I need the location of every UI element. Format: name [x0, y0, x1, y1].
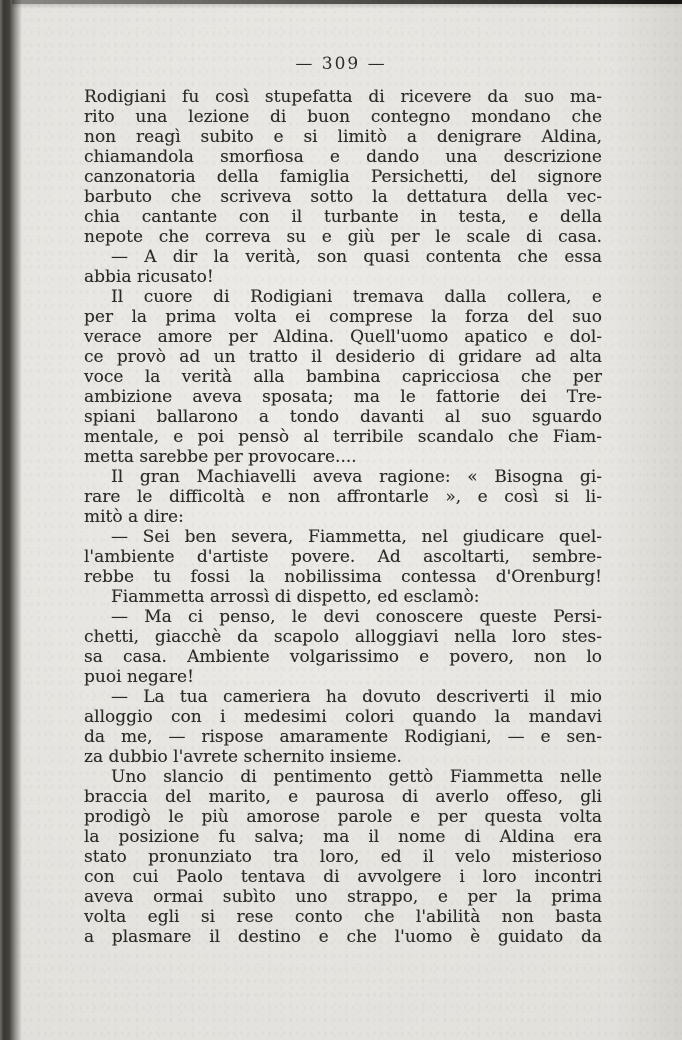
text-line: — Sei ben severa, Fiammetta, nel giudicare quel- [111, 527, 602, 547]
text-line: con cui Paolo tentava di avvolgere i loro incontri [84, 867, 602, 887]
text-block [84, 87, 602, 947]
text-line: metta sarebbe per provocare.... [84, 447, 357, 467]
text-line: chiamandola smorfiosa e dando una descrizione [84, 147, 602, 167]
text-line: — A dir la verità, son quasi contenta che essa [111, 247, 602, 267]
scan-top-edge [12, 0, 682, 4]
text-line: Rodigiani fu così stupefatta di ricevere da suo ma- [84, 87, 602, 107]
text-line: Uno slancio di pentimento gettò Fiammetta nelle [111, 767, 602, 787]
text-line: a plasmare il destino e che l'uomo è guidato da [84, 927, 602, 947]
text-line: alloggio con i medesimi colori quando la mandavi [84, 707, 602, 727]
text-line: rebbe tu fossi la nobilissima contessa d'Orenburg! [84, 567, 602, 587]
text-line: abbia ricusato! [84, 267, 214, 287]
text-line: da me, — rispose amaramente Rodigiani, — e sen- [84, 727, 602, 747]
text-line: puoi negare! [84, 667, 194, 687]
text-line: Il cuore di Rodigiani tremava dalla collera, e [111, 287, 602, 307]
text-line: Il gran Machiavelli aveva ragione: « Bisogna gi- [111, 467, 602, 487]
text-line: aveva ormai subìto uno strappo, e per la prima [84, 887, 602, 907]
text-line: sa casa. Ambiente volgarissimo e povero, non lo [84, 647, 602, 667]
text-line: l'ambiente d'artiste povere. Ad ascoltarti, sembre- [84, 547, 602, 567]
text-line: voce la verità alla bambina capricciosa che per [84, 367, 602, 387]
text-line: braccia del marito, e paurosa di averlo offeso, gli [84, 787, 602, 807]
text-line: ambizione aveva sposata; ma le fattorie dei Tre- [84, 387, 602, 407]
scan-left-edge [0, 0, 22, 1040]
text-line: canzonatoria della famiglia Persichetti, del signore [84, 167, 602, 187]
text-line: mitò a dire: [84, 507, 184, 527]
text-line: Fiammetta arrossì di dispetto, ed esclamò: [111, 587, 480, 607]
text-line: prodigò le più amorose parole e per questa volta [84, 807, 602, 827]
text-line: barbuto che scriveva sotto la dettatura della vec- [84, 187, 602, 207]
text-line: mentale, e poi pensò al terribile scandalo che Fiam- [84, 427, 602, 447]
text-line: rito una lezione di buon contegno mondano che [84, 107, 602, 127]
text-line: verace amore per Aldina. Quell'uomo apatico e dol- [84, 327, 602, 347]
text-line: rare le difficoltà e non affrontarle », e così si li- [84, 487, 602, 507]
text-line: ce provò ad un tratto il desiderio di gridare ad alta [84, 347, 602, 367]
text-line: non reagì subito e si limitò a denigrare Aldina, [84, 127, 602, 147]
text-line: chia cantante con il turbante in testa, e della [84, 207, 602, 227]
text-line: spiani ballarono a tondo davanti al suo sguardo [84, 407, 602, 427]
text-line: stato pronunziato tra loro, ed il velo misterioso [84, 847, 602, 867]
text-line: volta egli si rese conto che l'abilità non basta [84, 907, 602, 927]
page-number: — 309 — [295, 54, 387, 74]
text-line: la posizione fu salva; ma il nome di Aldina era [84, 827, 602, 847]
text-line: chetti, giacchè da scapolo alloggiavi nella loro stes- [84, 627, 602, 647]
text-line: per la prima volta ei comprese la forza del suo [84, 307, 602, 327]
text-line: za dubbio l'avrete schernito insieme. [84, 747, 402, 767]
text-line: — Ma ci penso, le devi conoscere queste Persi- [111, 607, 602, 627]
text-line: nepote che correva su e giù per le scale di casa. [84, 227, 602, 247]
text-line: — La tua cameriera ha dovuto descriverti il mio [111, 687, 602, 707]
